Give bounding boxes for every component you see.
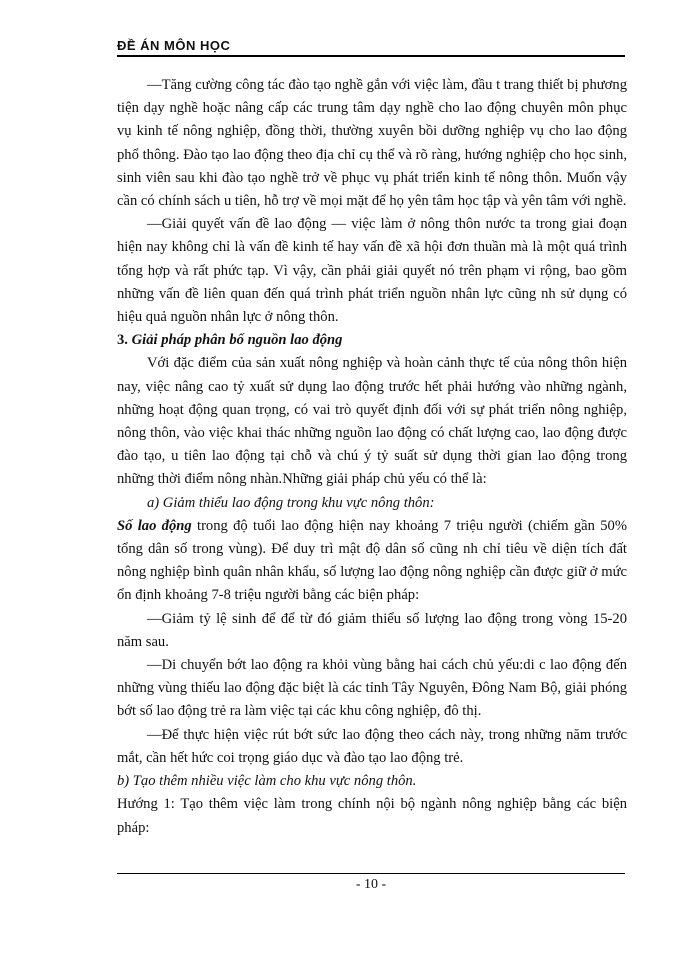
footer-divider — [117, 873, 625, 874]
page-header: ĐỀ ÁN MÔN HỌC — [117, 38, 625, 57]
paragraph-birth-rate: —Giảm tỷ lệ sinh để để từ đó giảm thiểu số lượng lao động trong vòng 15-20 năm sau. — [117, 610, 627, 650]
page-number: - 10 - — [355, 877, 387, 892]
paragraph-direction-1: Hướng 1: Tạo thêm việc làm trong chính nội bộ ngành nông nghiệp bằng các biện pháp: — [117, 796, 627, 836]
paragraph-education: —Để thực hiện việc rút bớt sức lao động theo cách này, trong những năm trước mắt, cần hết hức coi trọng giáo dục và đào tạo lao động trẻ. — [117, 726, 627, 766]
paragraph-employment: —Giải quyết vấn đề lao động — việc làm ở nông thôn nước ta trong giai đoạn hiện nay không chỉ là vấn đề kinh tế hay vấn đề xã hội đơn thuần mà là một quá trình tổng hợp và rất phức tạp. Vì vậy, cần phải giải quyết nó trên phạm vi rộng, bao gồm những vấn đề liên quan đến quá trình phát triển nguồn nhân lực cũng nh sử dụng có hiệu quả nguồn nhân lực ở nông thôn. — [117, 216, 627, 326]
document-body — [117, 74, 627, 840]
subheading-a: a) Giảm thiểu lao động trong khu vực nông thôn: — [147, 494, 435, 511]
subheading-b: b) Tạo thêm nhiều việc làm cho khu vực nông thôn. — [117, 773, 417, 790]
paragraph-labor-count — [117, 515, 627, 608]
paragraph-migration: —Di chuyển bớt lao động ra khỏi vùng bằng hai cách chủ yếu:di c lao động đến những vùng thiếu lao động đặc biệt là các tỉnh Tây Nguyên, Đông Nam Bộ, giải phóng bớt số lao động trẻ ra làm việc tại các khu công nghiệp, đô thị. — [117, 657, 627, 720]
section-title: Giải pháp phân bố nguồn lao động — [127, 332, 343, 349]
labor-count-lead: Số lao động — [117, 517, 192, 534]
section-heading-3 — [117, 329, 627, 352]
section-number: 3. — [117, 332, 128, 349]
paragraph-characteristics: Với đặc điểm của sản xuất nông nghiệp và hoàn cảnh thực tế của nông thôn hiện nay, việc nâng cao tỷ xuất sử dụng lao động trước hết phải hướng vào những ngành, những hoạt động quan trọng, có vai trò quyết định đối với sự phát triển nông nghiệp, nông thôn, vào việc khai thác những nguồn lao động có chất lượng cao, lao động được đào tạo, u tiên lao động tại chỗ và chú ý tỷ suất sử dụng thời gian lao động trong những thời điểm nông nhàn.Những giải pháp chủ yếu có thể là: — [117, 355, 627, 488]
labor-count-text: trong độ tuổi lao động hiện nay khoảng 7 triệu người (chiếm gần 50% tổng dân số trong vùng). Để duy trì mật độ dân số cũng nh chỉ tiêu về diện tích đất nông nghiệp bình quân nhân khẩu, số lượng lao động nông nghiệp cần được giữ ở mức ổn định khoảng 7-8 triệu người bằng các biện pháp: — [117, 517, 627, 604]
paragraph-training: —Tăng cường công tác đào tạo nghề gắn với việc làm, đầu t trang thiết bị phương tiện dạy nghề hoặc nâng cấp các trung tâm dạy nghề cho lao động chuyên môn phục vụ kinh tế nông nghiệp, đồng thời, thường xuyên bồi dưỡng nghiệp vụ cho lao động phổ thông. Đào tạo lao động theo địa chỉ cụ thể và rõ ràng, hướng nghiệp cho học sinh, sinh viên sau khi đào tạo nghề trở về phục vụ phát triển kinh tế nông thôn. Muốn vậy cần có chính sách u tiên, hỗ trợ về mọi mặt để họ yên tâm học tập và yên tâm với nghề. — [117, 77, 627, 210]
